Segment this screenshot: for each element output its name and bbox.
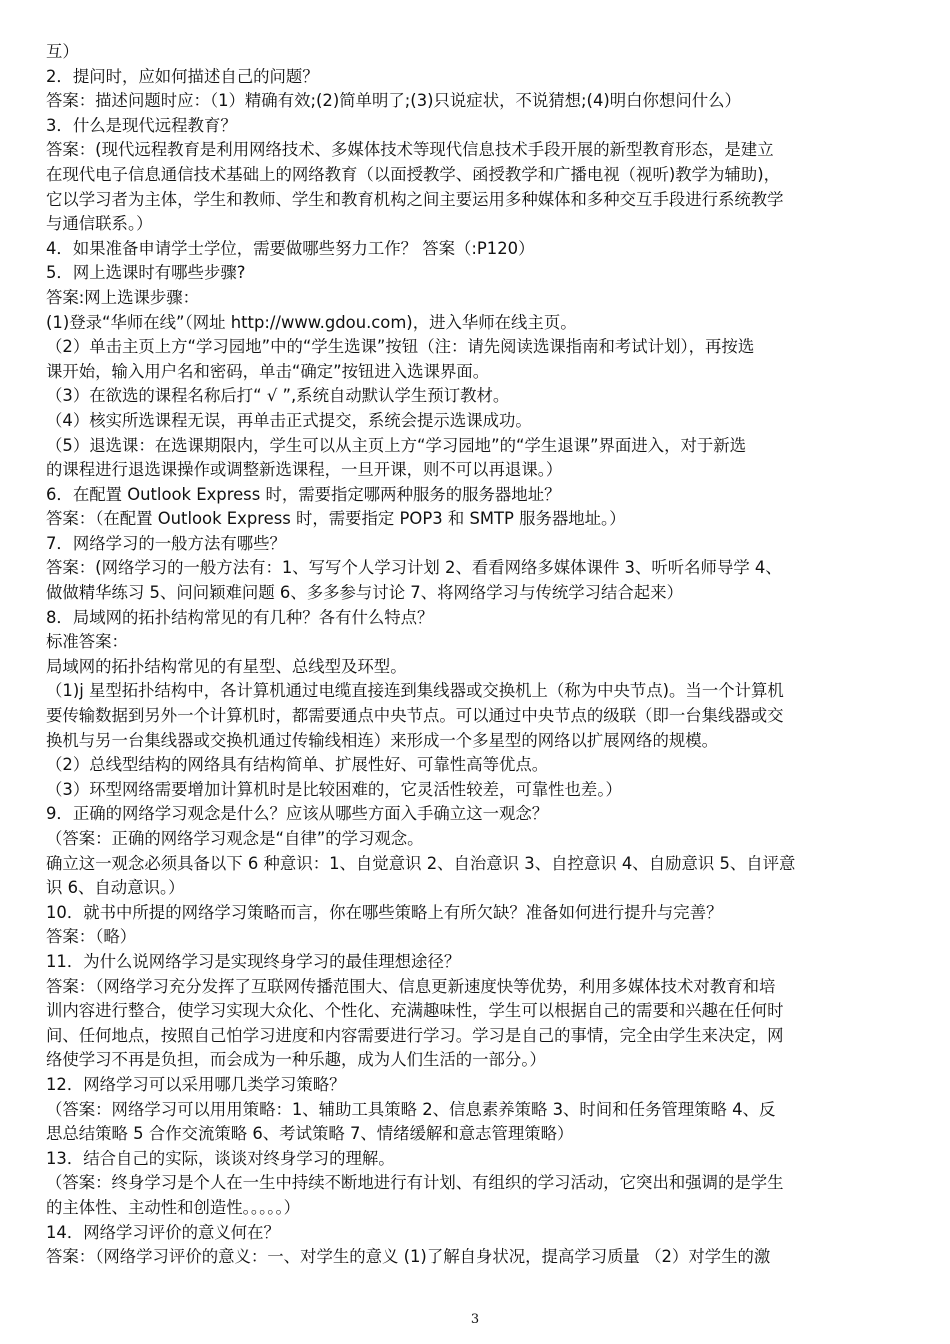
text-line: 3．什么是现代远程教育？	[46, 115, 237, 135]
text-line: （4）核实所选课程无误，再单击正式提交，系统会提示选课成功。	[46, 410, 532, 430]
text-line: (1)登录“华师在线”（网址 http://www.gdou.com)，进入华师在线主页。	[46, 312, 577, 332]
text-line: （答案：网络学习可以用用策略：1、辅助工具策略 2、信息素养策略 3、时间和任务管理策略 4、反	[46, 1099, 776, 1119]
text-line: 互）	[46, 42, 79, 61]
text-line: 识 6、自动意识。）	[46, 878, 185, 898]
text-line: 课开始，输入用户名和密码，单击“确定”按钮进入选课界面。	[46, 361, 490, 381]
text-line: 6．在配置 Outlook Express 时，需要指定哪两种服务的服务器地址？	[46, 484, 561, 504]
text-line: 答案：（网络学习评价的意义：一、对学生的意义 (1)了解自身状况，提高学习质量 （2）对学生的激	[46, 1247, 771, 1267]
text-line: 思总结策略 5 合作交流策略 6、考试策略 7、情绪缓解和意志管理策略）	[46, 1124, 574, 1144]
text-line: 5．网上选课时有哪些步骤?	[46, 263, 246, 283]
text-line: （1)j 星型拓扑结构中，各计算机通过电缆直接连到集线器或交换机上（称为中央节点)。当一个计算机	[46, 681, 784, 701]
text-line: 标准答案：	[46, 632, 128, 652]
text-line: 局域网的拓扑结构常见的有星型、总线型及环型。	[46, 656, 407, 676]
text-line: 13．结合自己的实际，谈谈对终身学习的理解。	[46, 1148, 395, 1168]
page-number: 3	[470, 1312, 480, 1327]
text-line: 4．如果准备申请学士学位，需要做哪些努力工作？ 答案（:P120）	[46, 238, 535, 258]
text-line: 间、任何地点，按照自己怕学习进度和内容需要进行学习。学习是自己的事情，完全由学生来决定，网	[46, 1025, 784, 1045]
text-line: 8．局域网的拓扑结构常见的有几种？各有什么特点？	[46, 607, 434, 627]
text-line: 答案：(现代远程教育是利用网络技术、多媒体技术等现代信息技术手段开展的新型教育形态，是建立	[46, 140, 774, 160]
text-line: 12．网络学习可以采用哪几类学习策略？	[46, 1074, 346, 1094]
text-line: 14．网络学习评价的意义何在？	[46, 1222, 280, 1242]
text-line: （3）环型网络需要增加计算机时是比较困难的，它灵活性较差，可靠性也差。）	[46, 779, 622, 799]
text-line: 答案：（在配置 Outlook Express 时，需要指定 POP3 和 SMTP 服务器地址。）	[46, 509, 626, 529]
text-line: （答案：正确的网络学习观念是“自律”的学习观念。	[46, 829, 424, 848]
text-line: 的课程进行退选课操作或调整新选课程，一旦开课，则不可以再退课。）	[46, 460, 563, 480]
text-line: 做做精华练习 5、问问颖难问题 6、多多参与讨论 7、将网络学习与传统学习结合起来）	[46, 583, 683, 603]
text-line: 与通信联系。）	[46, 214, 153, 234]
text-line: 要传输数据到另外一个计算机时，都需要通点中央节点。可以通过中央节点的级联（即一台集线器或交	[46, 706, 784, 726]
text-line: 11．为什么说网络学习是实现终身学习的最佳理想途径？	[46, 951, 461, 971]
text-line: 答案：（略）	[46, 927, 137, 947]
text-line: 2．提问时，应如何描述自己的问题？	[46, 66, 319, 86]
text-line: 7．网络学习的一般方法有哪些？	[46, 533, 286, 553]
text-line: 它以学习者为主体，学生和教师、学生和教育机构之间主要运用多种媒体和多种交互手段进行系统教学	[46, 189, 784, 209]
text-line: （5）退选课：在选课期限内，学生可以从主页上方“学习园地”的“学生退课”界面进入，对于新选	[46, 435, 747, 455]
text-line: （2）单击主页上方“学习园地”中的“学生选课”按钮（注：请先阅读选课指南和考试计划），再按选	[46, 337, 755, 357]
text-line: 10．就书中所提的网络学习策略而言，你在哪些策略上有所欠缺？准备如何进行提升与完善？	[46, 902, 723, 922]
text-line: 换机与另一台集线器或交换机通过传输线相连）来形成一个多星型的网络以扩展网络的规模。	[46, 730, 719, 750]
text-line: 在现代电子信息通信技术基础上的网络教育（以面授教学、函授教学和广播电视（视听)教学为辅助)，	[46, 164, 780, 184]
text-line: 络使学习不再是负担，而会成为一种乐趣，成为人们生活的一部分。）	[46, 1050, 546, 1070]
text-line: 答案：（网络学习充分发挥了互联网传播范围大、信息更新速度快等优势，利用多媒体技术对教育和培	[46, 976, 776, 996]
text-line: 答案:网上选课步骤：	[46, 287, 200, 307]
text-line: （3）在欲选的课程名称后打“ √ ”,系统自动默认学生预订教材。	[46, 386, 510, 406]
text-line: 答案：(网络学习的一般方法有：1、写写个人学习计划 2、看看网络多媒体课件 3、听听名师导学 4、	[46, 558, 782, 578]
text-line: （2）总线型结构的网络具有结构简单、扩展性好、可靠性高等优点。	[46, 755, 549, 775]
text-line: 答案：描述问题时应：（1）精确有效;(2)简单明了;(3)只说症状，不说猜想;(4)明白你想问什么）	[46, 91, 741, 111]
text-line: 训内容进行整合，使学习实现大众化、个性化、充满趣味性，学生可以根据自己的需要和兴趣在任何时	[46, 1001, 784, 1021]
text-line: （答案：终身学习是个人在一生中持续不断地进行有计划、有组织的学习活动，它突出和强调的是学生	[46, 1173, 784, 1193]
document-body	[46, 40, 908, 1270]
text-line: 确立这一观念必须具备以下 6 种意识：1、自觉意识 2、自治意识 3、自控意识 4、自励意识 5、自评意	[46, 853, 796, 873]
text-line: 9．正确的网络学习观念是什么？应该从哪些方面入手确立这一观念？	[46, 804, 549, 824]
text-line: 的主体性、主动性和创造性。。。。。）	[46, 1197, 301, 1217]
